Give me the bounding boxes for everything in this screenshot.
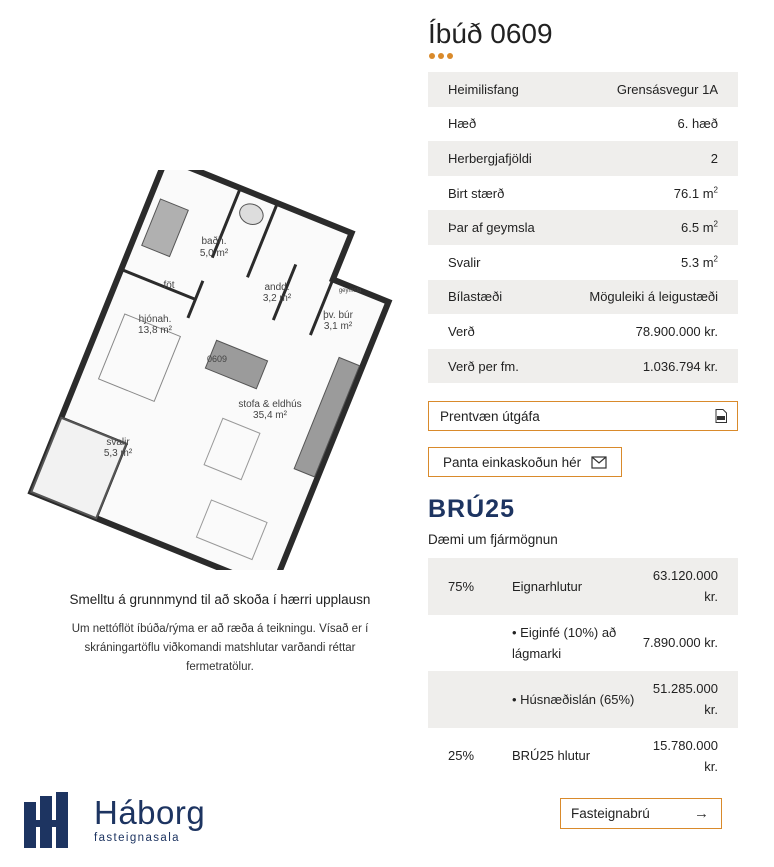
financing-value: 63.120.000 kr. [652, 568, 718, 605]
label-unit: 0609 [206, 354, 228, 364]
info-label: Herbergjafjöldi [448, 150, 532, 166]
financing-value: 7.890.000 kr. [642, 635, 718, 651]
financing-row [428, 615, 738, 672]
label-living: stofa & eldhús [238, 399, 302, 410]
private-viewing-button[interactable] [428, 447, 622, 477]
private-viewing-label: Panta einkaskoðun hér [443, 454, 582, 470]
pdf-icon [715, 409, 727, 423]
title-decoration [429, 53, 453, 59]
info-label: Svalir [448, 254, 481, 270]
label-balcony-area: 5,3 m² [103, 448, 133, 459]
financing-label: • Eiginfé (10%) að lágmarki [512, 624, 617, 661]
label-living-area: 35,4 m² [253, 410, 287, 421]
label-laundry: þv. búr [323, 310, 353, 321]
label-storage: geymsla [338, 288, 362, 294]
info-row-address [428, 72, 738, 107]
info-label: Verð [448, 323, 475, 339]
info-table [428, 72, 738, 383]
floor-plan-drawing[interactable] [20, 170, 400, 570]
financing-row [428, 558, 738, 615]
info-row-floor [428, 107, 738, 142]
floor-plan[interactable] [20, 170, 400, 570]
label-bath-area: 5,0 m² [199, 248, 229, 259]
brand-sub: fasteignasala [94, 832, 180, 844]
label-closet: föt [163, 280, 175, 291]
financing-label: Eignarhlutur [512, 578, 583, 594]
financing-label: BRÚ25 hlutur [512, 748, 591, 764]
envelope-icon [591, 456, 607, 469]
financing-value: 51.285.000 kr. [652, 681, 718, 718]
fasteignabru-button[interactable] [560, 798, 722, 829]
info-label: Verð per fm. [448, 358, 519, 374]
financing-row [428, 728, 738, 785]
info-value: 78.900.000 kr. [635, 323, 718, 339]
financing-value: 15.780.000 kr. [652, 737, 718, 774]
info-value: Grensásvegur 1A [616, 81, 718, 97]
info-value: 1.036.794 kr. [642, 358, 718, 374]
fasteignabru-label: Fasteignabrú [571, 806, 650, 821]
apartment-title: Íbúð 0609 [428, 18, 553, 49]
print-version-label: Prentvæn útgáfa [440, 408, 540, 424]
info-value: 6. hæð [677, 116, 718, 132]
financing-table [428, 558, 738, 784]
print-version-button[interactable] [428, 401, 738, 431]
info-row-size [428, 176, 738, 211]
info-value: 6.5 $m^2$ [681, 219, 718, 236]
info-value: Möguleiki á leigustæði [589, 289, 718, 305]
floor-plan-caption: Smelltu á grunnmynd til að skoða í hærri upplausn [69, 592, 371, 607]
info-value: 2 [710, 150, 718, 166]
info-label: Birt stærð [448, 185, 505, 201]
floor-plan-note: Um nettóflöt íbúða/rýma er að ræða á teikningu. Vísað er í skráningartöflu viðkomandi matshlutar varðandi réttar fermetratölur. [71, 623, 369, 673]
info-label: Þar af geymsla [448, 220, 535, 236]
label-bath: baðh. [201, 236, 227, 247]
haborg-logo[interactable] [22, 792, 205, 848]
label-laundry-area: 3,1 m² [323, 321, 353, 332]
label-hall: andd. [264, 282, 290, 293]
financing-row [428, 671, 738, 728]
financing-subtitle: Dæmi um fjármögnun [428, 532, 558, 547]
label-bedroom: hjónah. [138, 314, 172, 325]
financing-label: • Húsnæðislán (65%) [512, 691, 635, 707]
financing-pct: 75% [448, 578, 475, 594]
bru25-logo: BRÚ25 [428, 495, 515, 523]
info-row-parking [428, 280, 738, 315]
info-row-storage [428, 210, 738, 245]
info-row-balcony [428, 245, 738, 280]
haborg-logo-icon [22, 792, 82, 848]
info-value: 5.3 $m^2$ [681, 254, 718, 270]
info-value: 76.1 $m^2$ [673, 185, 718, 201]
label-balcony: svalir [106, 437, 130, 448]
info-label: Hæð [448, 116, 477, 132]
info-row-price [428, 314, 738, 349]
info-label: Bílastæði [448, 289, 503, 305]
brand-name: Háborg [94, 794, 206, 831]
arrow-right-icon: → [694, 805, 709, 822]
info-label: Heimilisfang [448, 81, 519, 97]
info-row-rooms [428, 141, 738, 176]
label-bedroom-area: 13,8 m² [138, 325, 172, 336]
financing-pct: 25% [448, 748, 475, 764]
label-hall-area: 3,2 m² [262, 293, 292, 304]
info-row-price-per-sqm [428, 349, 738, 384]
